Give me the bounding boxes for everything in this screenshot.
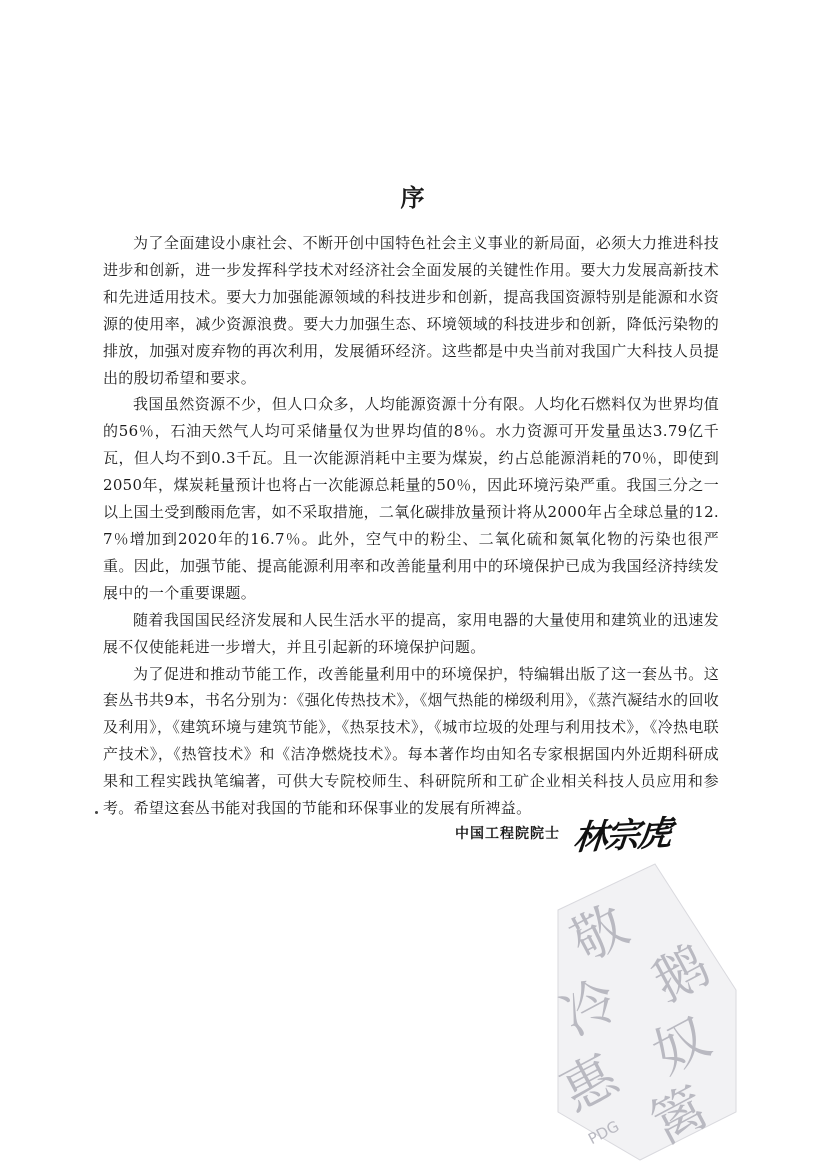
seal-watermark: PDG: [585, 1117, 623, 1149]
author-signature: 林宗虎: [571, 813, 672, 859]
seal-stamp: [540, 862, 740, 1162]
author-title: 中国工程院院士: [455, 825, 560, 842]
paragraph-4: 为了促进和推动节能工作，改善能量利用中的环境保护，特编辑出版了这一套丛书。这套丛书共9本，书名分别为：《强化传热技术》，《烟气热能的梯级利用》，《蒸汽凝结水的回收及利用》，《建筑环境与建筑节能》，《热泵技术》，《城市垃圾的处理与利用技术》，《冷热电联产技术》，《热管技术》和《洁净燃烧技术》。每本著作均由知名专家根据国内外近期科研成果和工程实践执笔编著，可供大专院校师生、科研院所和工矿企业相关科技人员应用和参考。希望这套丛书能对我国的节能和环保事业的发展有所裨益。: [103, 664, 719, 818]
signature-block: [455, 808, 670, 857]
scan-speck: [95, 811, 98, 814]
paragraph-2: 我国虽然资源不少，但人口众多，人均能源资源十分有限。人均化石燃料仅为世界均值的56％，石油天然气人均可采储量仅为世界均值的8％。水力资源可开发量虽达3.79亿千瓦，但人均不到0.3千瓦。且一次能源消耗中主要为煤炭，约占总能源消耗的70％，即使到2050年，煤炭耗量预计也将占一次能源总耗量的50％，因此环境污染严重。我国三分之一以上国土受到酸雨危害，如不采取措施，二氧化碳排放量预计将从2000年占全球总量的12.7％增加到2020年的16.7％。此外，空气中的粉尘、二氧化硫和氮氧化物的污染也很严重。因此，加强节能、提高能源利用率和改善能量利用中的环境保护已成为我国经济持续发展中的一个重要课题。: [103, 395, 719, 602]
seal-char-3: 冷: [550, 967, 628, 1049]
paragraph-3: 随着我国国民经济发展和人民生活水平的提高，家用电器的大量使用和建筑业的迅速发展不仅使能耗进一步增大，并且引起新的环境保护问题。: [103, 610, 719, 656]
seal-char-1: 敬: [560, 893, 638, 975]
seal-char-5: 惠: [550, 1043, 628, 1125]
seal-char-6: 篱: [640, 1075, 718, 1157]
preface-body: [103, 230, 719, 822]
page-title: 序: [400, 183, 427, 212]
seal-char-2: 鹅: [642, 933, 720, 1015]
paragraph-1: 为了全面建设小康社会、不断开创中国特色社会主义事业的新局面，必须大力推进科技进步和创新，进一步发挥科学技术对经济社会全面发展的关键性作用。要大力发展高新技术和先进适用技术。要大力加强能源领域的科技进步和创新，提高我国资源特别是能源和水资源的使用率，减少资源浪费。要大力加强生态、环境领域的科技进步和创新，降低污染物的排放，加强对废弃物的再次利用，发展循环经济。这些都是中央当前对我国广大科技人员提出的殷切希望和要求。: [103, 234, 719, 387]
seal-char-4: 奴: [642, 1005, 720, 1087]
